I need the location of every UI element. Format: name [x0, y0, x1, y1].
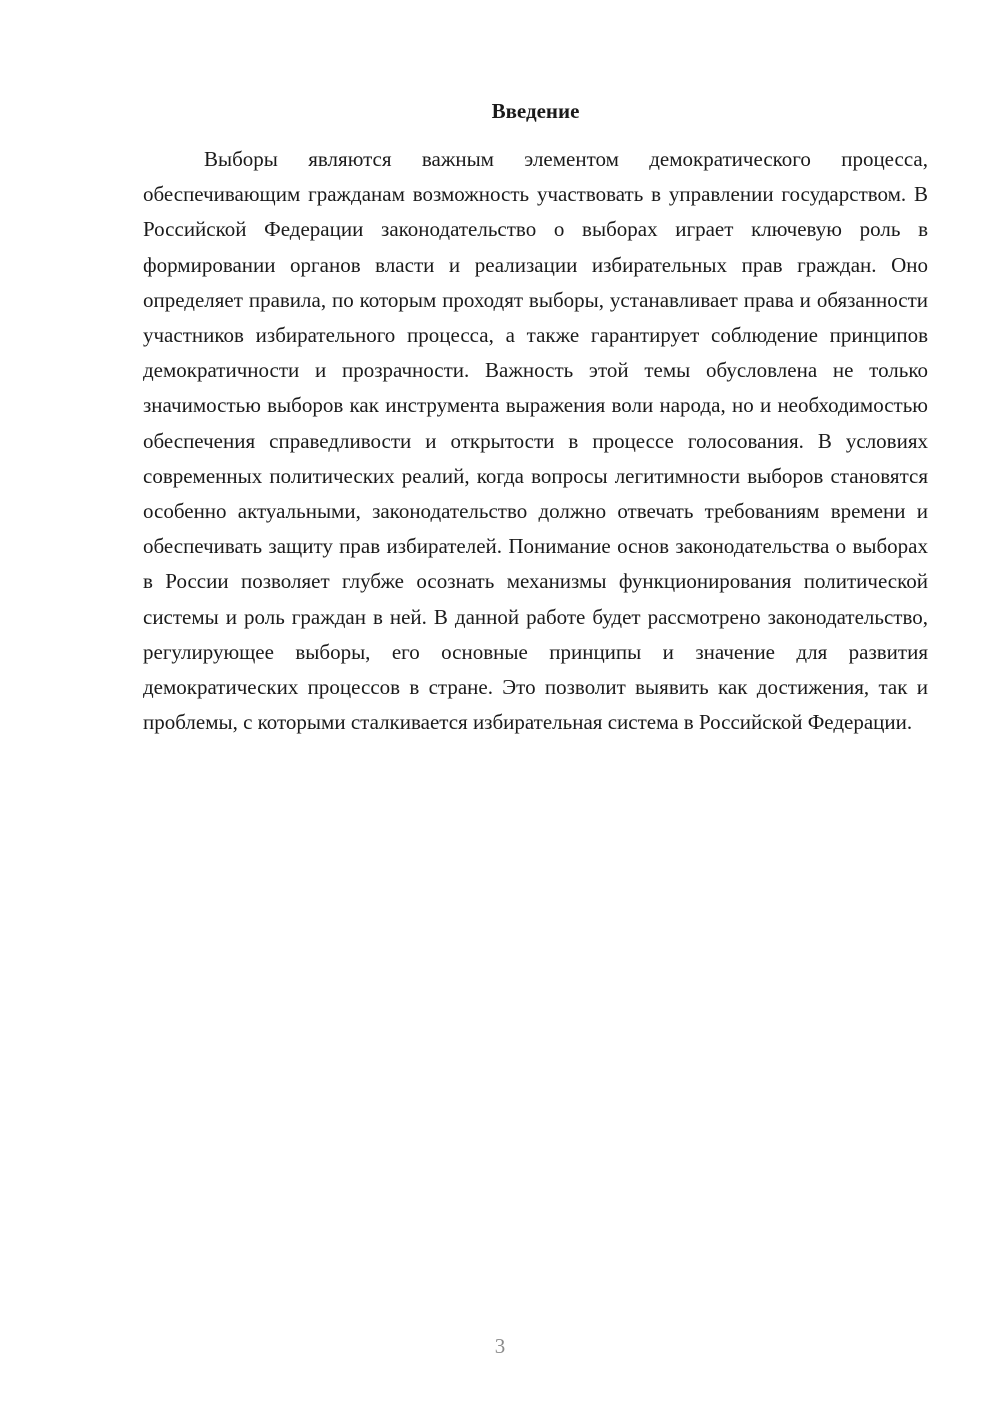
page-number: 3: [494, 1334, 506, 1358]
body-paragraph: Выборы являются важным элементом демократического процесса, обеспечивающим гражданам возможность участвовать в управлении государством. В Российской Федерации законодательство о выборах играет ключевую роль в формировании органов власти и реализации избирательных прав граждан. Оно определяет правила, по которым проходят выборы, устанавливает права и обязанности участников избирательного процесса, а также гарантирует соблюдение принципов демократичности и прозрачности. Важность этой темы обусловлена не только значимостью выборов как инструмента выражения воли народа, но и необходимостью обеспечения справедливости и открытости в процессе голосования. В условиях современных политических реалий, когда вопросы легитимности выборов становятся особенно актуальными, законодательство должно отвечать требованиям времени и обеспечивать защиту прав избирателей. Понимание основ законодательства о выборах в России позволяет глубже осознать механизмы функционирования политической системы и роль граждан в ней. В данной работе будет рассмотрено законодательство, регулирующее выборы, его основные принципы и значение для развития демократических процессов в стране. Это позволит выявить как достижения, так и проблемы, с которыми сталкивается избирательная система в Российской Федерации.: [143, 147, 928, 735]
section-heading: Введение: [491, 99, 580, 123]
